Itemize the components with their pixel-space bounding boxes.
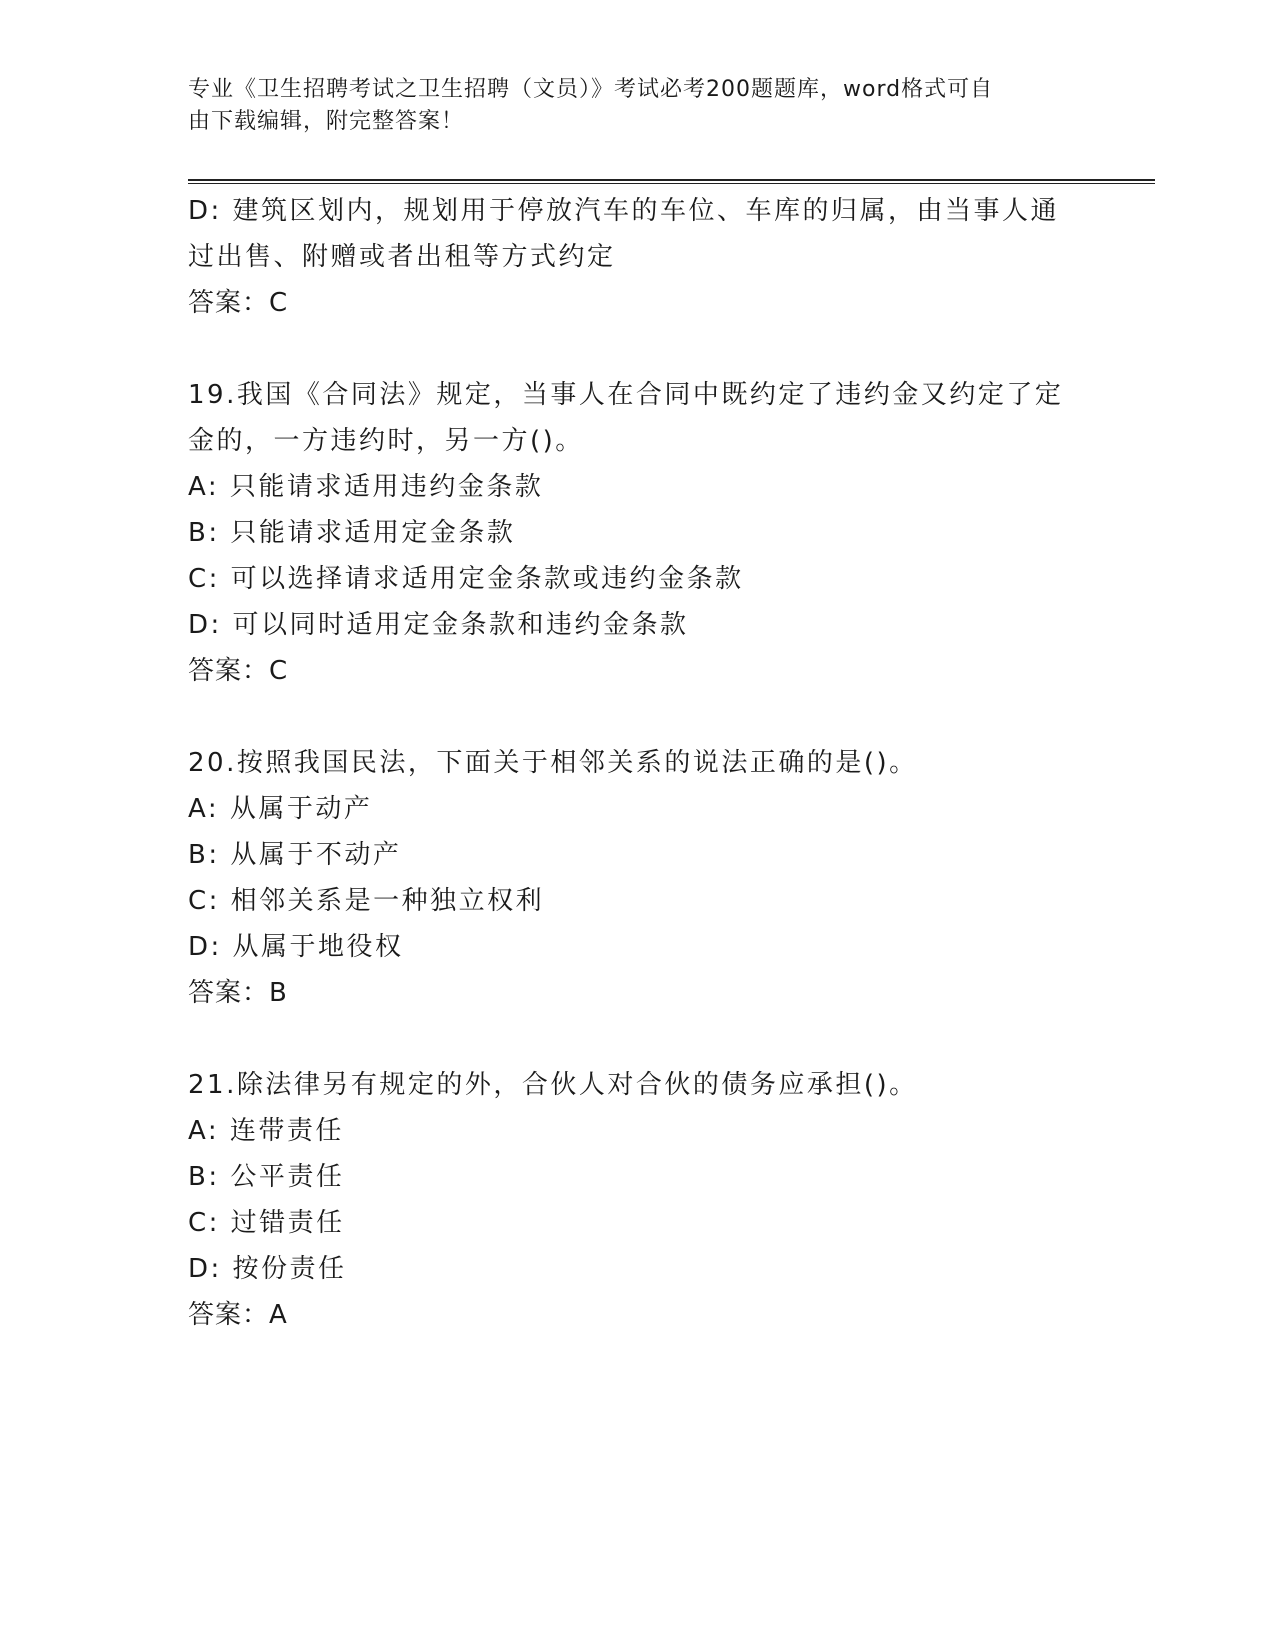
question-stem-line-1: 21.除法律另有规定的外，合伙人对合伙的债务应承担()。	[188, 1070, 918, 1100]
question-19	[188, 372, 1088, 694]
option-a: A: 只能请求适用违约金条款	[188, 472, 544, 502]
question-18-continuation	[188, 188, 1088, 326]
answer-label: 答案：C	[188, 656, 289, 686]
option-d: D: 可以同时适用定金条款和违约金条款	[188, 610, 689, 640]
header-divider-thick	[188, 179, 1155, 181]
question-stem-line-1: 19.我国《合同法》规定，当事人在合同中既约定了违约金又约定了定	[188, 380, 1064, 410]
option-c: C: 可以选择请求适用定金条款或违约金条款	[188, 564, 744, 594]
option-c: C: 相邻关系是一种独立权利	[188, 886, 545, 916]
option-b: B: 只能请求适用定金条款	[188, 518, 516, 548]
header-title-line-1: 专业《卫生招聘考试之卫生招聘（文员）》考试必考200题题库，word格式可自	[188, 77, 994, 102]
question-stem-line-2: 金的，一方违约时，另一方()。	[188, 426, 584, 456]
answer-label: 答案：B	[188, 978, 288, 1008]
option-a: A: 从属于动产	[188, 794, 373, 824]
option-d: D: 按份责任	[188, 1254, 347, 1284]
option-a: A: 连带责任	[188, 1116, 344, 1146]
option-b: B: 公平责任	[188, 1162, 345, 1192]
option-b: B: 从属于不动产	[188, 840, 402, 870]
question-21	[188, 1062, 1088, 1338]
question-content	[188, 188, 1088, 1384]
question-stem-line-1: 20.按照我国民法，下面关于相邻关系的说法正确的是()。	[188, 748, 918, 778]
answer-label: 答案：A	[188, 1300, 288, 1330]
option-d: D: 从属于地役权	[188, 932, 404, 962]
option-d-line-1: D: 建筑区划内，规划用于停放汽车的车位、车库的归属，由当事人通	[188, 196, 1060, 226]
document-header	[188, 74, 1078, 138]
question-20	[188, 740, 1088, 1016]
header-title-line-2: 由下载编辑，附完整答案！	[188, 109, 465, 134]
option-d-line-2: 过出售、附赠或者出租等方式约定	[188, 242, 616, 272]
option-c: C: 过错责任	[188, 1208, 345, 1238]
header-divider-thin	[188, 183, 1155, 184]
answer-label: 答案：C	[188, 288, 289, 318]
